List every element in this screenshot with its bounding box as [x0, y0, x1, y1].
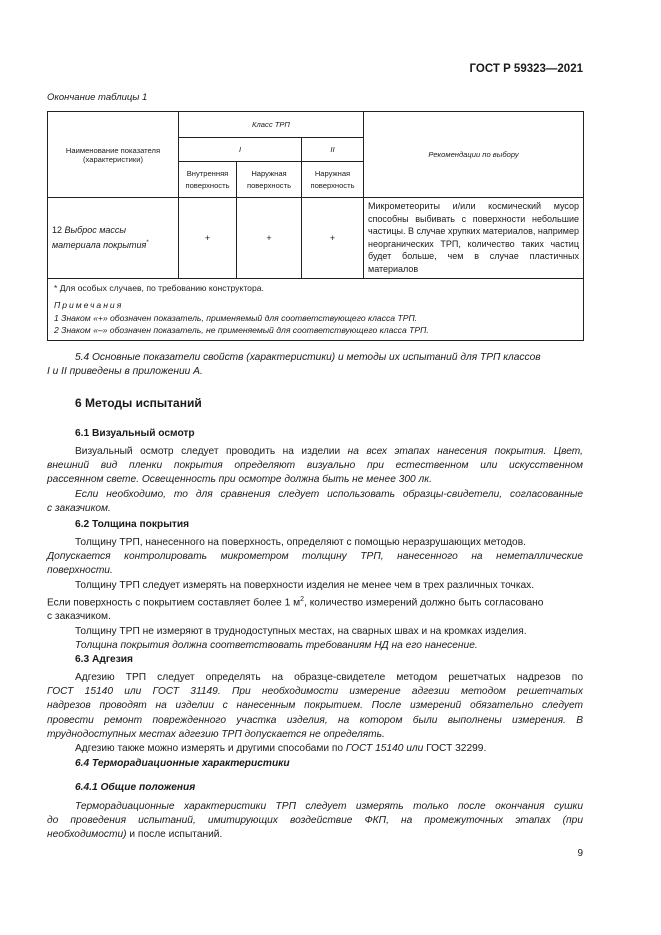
row-value-internal: +	[179, 198, 237, 279]
header-indicator: Наименование показателя (характеристики)	[48, 112, 179, 198]
section-6-4-1-text: Терморадиационные характеристики ТРП следует измерять только после окончания сушки до проведения испытаний, имитирующих воздействие ФКП, на промежуточных этапах (при необходимости) и после испытаний.	[47, 801, 583, 841]
header-external-surface: Наружная поверхность	[237, 162, 302, 198]
document-id: ГОСТ Р 59323—2021	[469, 63, 583, 75]
section-6-4-title: 6.4 Терморадиационные характеристики	[75, 758, 290, 769]
section-6-2-text: Толщину ТРП, нанесенного на поверхность, определяют с помощью неразрушающих методов. Допускается контролировать микрометром толщину ТРП, нанесенного на неметаллические поверхности. Толщину ТРП следует измерять на поверхности изделия не менее чем в трех различных точках. Если поверхность с покрытием составляет более 1 $м^2$, количество измерений должно быть согласовано с заказчиком. Толщину ТРП не измеряют в труднодоступных местах, на сварных швах и на кромках изделия. Толщина покрытия должна соответствовать требованиям НД на его нанесение.	[47, 537, 583, 651]
header-internal-surface: Внутренняя поверхность	[179, 162, 237, 198]
header-class-i: I	[179, 138, 302, 162]
section-6-1-title: 6.1 Визуальный осмотр	[75, 428, 195, 439]
row-value-external-ii: +	[302, 198, 364, 279]
section-6-2-title: 6.2 Толщина покрытия	[75, 519, 190, 530]
section-6-3-title: 6.3 Адгезия	[75, 654, 133, 665]
notes-title: Примечания	[54, 300, 124, 311]
section-6-1-text: Визуальный осмотр следует проводить на изделии на всех этапах нанесения покрытия. Цвет, внешний вид пленки покрытия определяют визуально при естественном или искусственном рассеянном свете. Освещенность при осмотре должна быть не менее 300 лк. Если необходимо, то для сравнения следует использовать образцы-свидетели, согласованные с заказчиком.	[47, 446, 583, 514]
header-external-surface-ii: Наружная поверхность	[302, 162, 364, 198]
note-1: 1 Знаком «+» обозначен показатель, применяемый для соответствующего класса ТРП.	[54, 312, 418, 323]
table-footnotes	[48, 278, 584, 340]
section-6-4-1-title: 6.4.1 Общие положения	[75, 782, 196, 793]
header-class: Класс ТРП	[179, 112, 364, 138]
header-class-ii: II	[302, 138, 364, 162]
section-6-3-text: Адгезию ТРП следует определять на образце-свидетеле методом решетчатых надрезов по ГОСТ 15140 или ГОСТ 31149. При необходимости измерение адгезии методом решетчатых надрезов проводят на изделии с нанесенным покрытием. После измерений обязательно следует провести ремонт поврежденного участка изделия, на котором были выполнены измерения. В труднодоступных местах адгезию ТРП допускается не определять. Адгезию также можно измерять и другими способами по ГОСТ 15140 или ГОСТ 32299.	[47, 672, 583, 755]
properties-table	[47, 111, 584, 341]
row-recommendation: Микрометеориты и/или космический мусор способны выбивать с поверхности небольшие частицы. В случае хрупких материалов, например неорганических ТРП, количество таких частиц будет больше, чем в случае пластичных материалов	[364, 198, 584, 279]
page-number: 9	[577, 848, 583, 859]
table-caption: Окончание таблицы 1	[47, 92, 148, 103]
row-value-external: +	[237, 198, 302, 279]
footnote: * Для особых случаев, по требованию конструктора.	[54, 282, 264, 293]
section-5-4: 5.4 Основные показатели свойств (характеристики) и методы их испытаний для ТРП классов I и II приведены в приложении А.	[47, 352, 541, 378]
row-name-text: Выброс массы материала покрытия	[52, 225, 147, 250]
section-6-title: 6 Методы испытаний	[75, 396, 202, 410]
note-2: 2 Знаком «–» обозначен показатель, не применяемый для соответствующего класса ТРП.	[54, 325, 429, 336]
header-recommendations: Рекомендации по выбору	[364, 112, 584, 198]
row-indicator-name: 12 Выброс массы материала покрытия*	[48, 198, 179, 279]
